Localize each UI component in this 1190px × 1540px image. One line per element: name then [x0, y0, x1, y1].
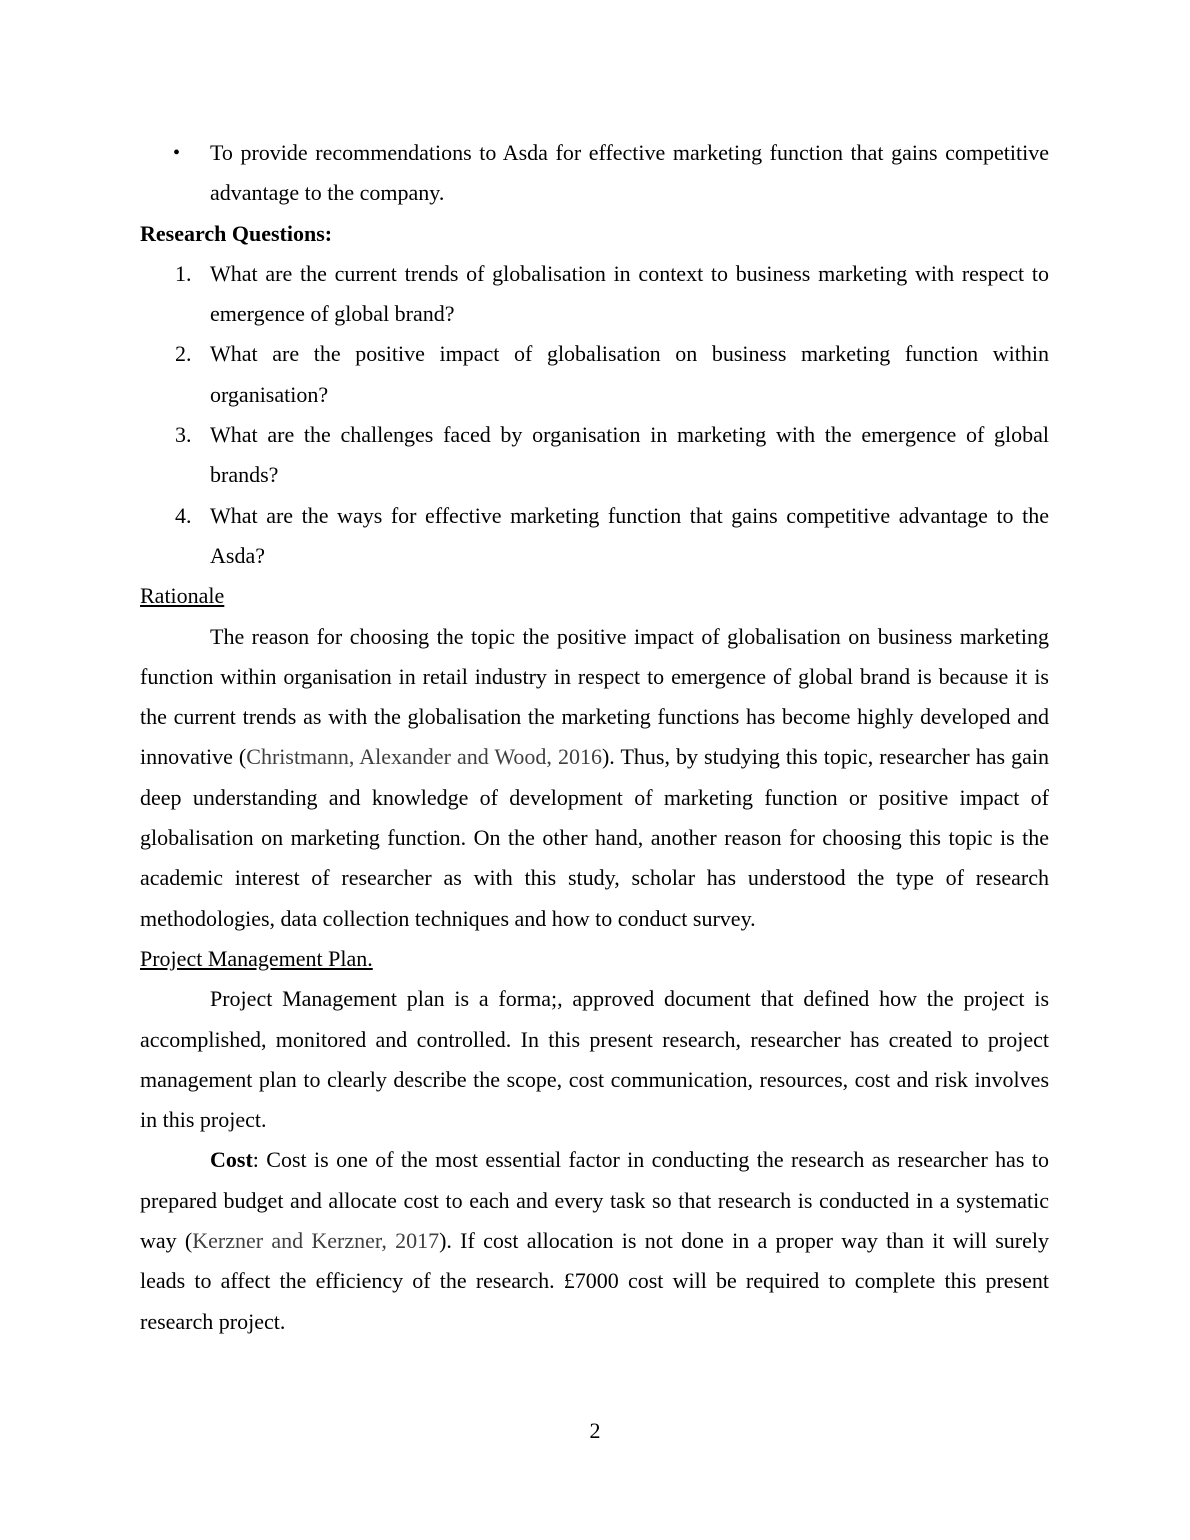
cost-paragraph	[140, 1140, 1049, 1341]
question-number: 2.	[175, 341, 192, 367]
rationale-paragraph	[140, 617, 1049, 939]
bullet-marker: •	[173, 142, 181, 164]
rationale-text-end: ). Thus, by studying this topic, researcher has gain deep understanding and knowledge of development of marketing function or positive impact of globalisation on marketing function. On the other hand, another reason for choosing this topic is the academic interest of researcher as with this study, scholar has understood the type of research methodologies, data collection techniques and how to conduct survey.	[140, 744, 1049, 931]
research-question-1	[140, 254, 1049, 335]
question-text: What are the positive impact of globalisation on business marketing function within organisation?	[210, 341, 1049, 407]
objective-bullet-text: To provide recommendations to Asda for effective marketing function that gains competitive advantage to the company.	[210, 140, 1049, 206]
cost-label: Cost	[210, 1147, 253, 1173]
research-questions-heading: Research Questions:	[140, 220, 333, 246]
question-number: 1.	[175, 260, 192, 286]
research-question-2	[140, 334, 1049, 415]
research-question-3	[140, 415, 1049, 496]
objective-bullet-item	[140, 133, 1049, 214]
cost-text-start: : Cost is one of the most essential factor in conducting the research as researcher has to prepared budget and allocate cost to each and every task so that research is conducted in a systematic way (	[140, 1147, 1049, 1254]
rationale-citation: Christmann, Alexander and Wood, 2016	[246, 744, 602, 770]
question-text: What are the current trends of globalisation in context to business marketing with respect to emergence of global brand?	[210, 260, 1049, 327]
document-page	[140, 133, 1049, 1342]
project-management-heading: Project Management Plan.	[140, 945, 373, 971]
question-number: 3.	[175, 422, 192, 448]
rationale-heading: Rationale	[140, 583, 225, 609]
question-text: What are the ways for effective marketing function that gains competitive advantage to the Asda?	[210, 502, 1049, 568]
question-number: 4.	[175, 502, 192, 528]
cost-text-end: ). If cost allocation is not done in a proper way than it will surely leads to affect the efficiency of the research. £7000 cost will be required to complete this present research project.	[140, 1228, 1049, 1334]
project-management-paragraph: Project Management plan is a forma;, approved document that defined how the project is accomplished, monitored and controlled. In this present research, researcher has created to project management plan to clearly describe the scope, cost communication, resources, cost and risk involves in this project.	[140, 986, 1049, 1133]
page-number: 2	[589, 1418, 601, 1443]
question-text: What are the challenges faced by organisation in marketing with the emergence of global brands?	[210, 422, 1049, 488]
rationale-text-start: The reason for choosing the topic the positive impact of globalisation on business marketing function within organisation in retail industry in respect to emergence of global brand is because it is the current trends as with the globalisation the marketing functions has become highly developed and innovative (	[140, 623, 1049, 770]
research-question-4	[140, 496, 1049, 577]
cost-citation: Kerzner and Kerzner, 2017	[192, 1228, 440, 1254]
